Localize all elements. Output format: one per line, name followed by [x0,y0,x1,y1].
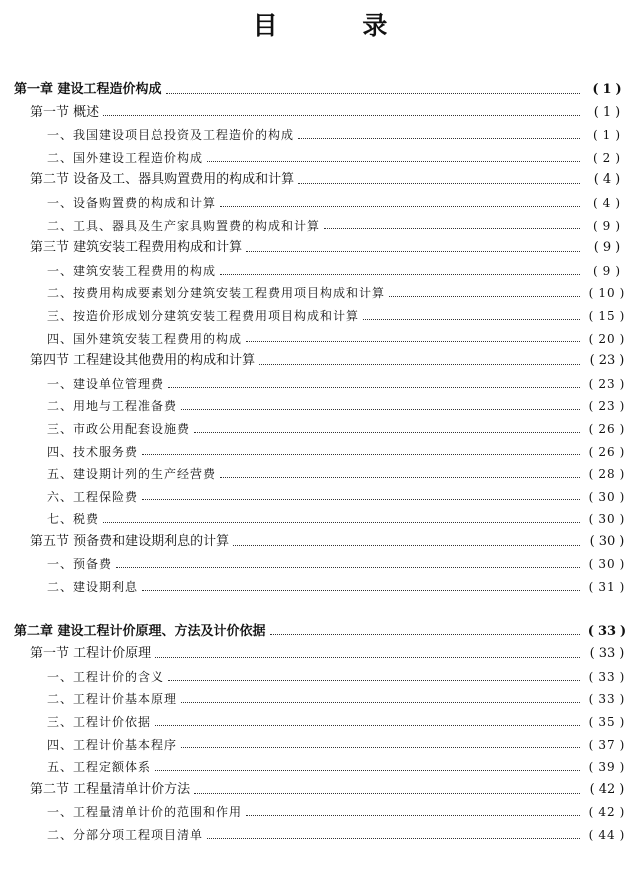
toc-item-row[interactable] [0,124,640,147]
toc-page-number: ( 23 ) [588,399,626,414]
toc-page-number: ( 1 ) [592,128,621,143]
toc-item-row[interactable] [0,666,640,689]
toc-entry-title: 三、市政公用配套设施费 [47,421,191,436]
toc-section-row[interactable] [0,237,640,260]
toc-page-number: ( 33 ) [587,623,627,639]
toc-page-number: ( 26 ) [588,421,626,436]
toc-section-row[interactable] [0,350,640,373]
toc-page-number: ( 37 ) [588,737,626,752]
dot-leader [103,522,580,523]
toc-item-row[interactable] [0,734,640,757]
toc-page-number: ( 42 ) [589,781,625,797]
toc-item-row[interactable] [0,373,640,396]
toc-item-row[interactable] [0,441,640,464]
dot-leader [207,161,580,162]
dot-leader [220,477,580,478]
toc-entry-title: 六、工程保险费 [47,489,139,504]
toc-entry-title: 二、建设期利息 [47,580,139,595]
toc-entry-title: 一、工程量清单计价的范围和作用 [47,805,243,820]
toc-page-number: ( 30 ) [588,489,626,504]
toc-entry-title: 二、国外建设工程造价构成 [47,150,204,165]
toc-entry-title: 四、技术服务费 [47,444,139,459]
dot-leader [168,680,580,681]
toc-entry-title: 二、按费用构成要素划分建筑安装工程费用项目构成和计算 [47,286,386,301]
toc-item-row[interactable] [0,463,640,486]
toc-section-row[interactable] [0,102,640,125]
dot-leader [246,251,580,252]
dot-leader [389,296,580,297]
toc-page-number: ( 30 ) [588,557,626,572]
toc-section-row[interactable] [0,643,640,666]
toc-entry-title: 一、预备费 [47,557,113,572]
toc-entry-title: 第三节 建筑安装工程费用构成和计算 [30,240,243,256]
dot-leader [142,590,580,591]
toc-page-number: ( 33 ) [588,669,626,684]
toc-page-number: ( 23 ) [588,376,626,391]
toc-page-number: ( 23 ) [589,353,625,369]
toc-item-row[interactable] [0,328,640,351]
dot-leader [324,228,580,229]
toc-page-number: ( 30 ) [588,512,626,527]
toc-page-number: ( 20 ) [588,331,626,346]
toc-entry-title: 第一节 概述 [30,104,100,120]
dot-leader [155,657,580,658]
page-title: 目 录 [252,11,426,40]
table-of-contents [0,79,640,847]
toc-section-row[interactable] [0,169,640,192]
toc-item-row[interactable] [0,395,640,418]
toc-entry-title: 三、工程计价依据 [47,715,152,730]
dot-leader [194,793,580,794]
dot-leader [298,138,580,139]
toc-page-number: ( 9 ) [593,240,621,256]
toc-entry-title: 四、国外建筑安装工程费用的构成 [47,331,243,346]
toc-entry-title: 第二节 设备及工、器具购置费用的构成和计算 [30,172,295,188]
toc-entry-title: 三、按造价形成划分建筑安装工程费用项目构成和计算 [47,308,360,323]
toc-page-number: ( 28 ) [588,467,626,482]
toc-item-row[interactable] [0,215,640,238]
toc-entry-title: 第二章 建设工程计价原理、方法及计价依据 [14,623,266,639]
toc-entry-title: 一、建筑安装工程费用的构成 [47,263,217,278]
toc-entry-title: 一、建设单位管理费 [47,376,165,391]
dot-leader [220,274,580,275]
toc-entry-title: 二、工具、器具及生产家具购置费的构成和计算 [47,218,321,233]
toc-page-number: ( 1 ) [593,104,621,120]
toc-item-row[interactable] [0,508,640,531]
toc-chapter-row[interactable] [0,79,640,102]
toc-entry-title: 一、设备购置费的构成和计算 [47,195,217,210]
toc-item-row[interactable] [0,553,640,576]
toc-section-row[interactable] [0,531,640,554]
toc-entry-title: 第五节 预备费和建设期利息的计算 [30,533,230,549]
toc-entry-title: 二、分部分项工程项目清单 [47,828,204,842]
toc-entry-title: 第一章 建设工程造价构成 [14,82,162,97]
toc-item-row[interactable] [0,688,640,711]
toc-item-row[interactable] [0,418,640,441]
dot-leader [142,454,580,455]
toc-page-number: ( 33 ) [588,692,626,707]
dot-leader [220,206,580,207]
toc-entry-title: 二、工程计价基本原理 [47,692,178,707]
toc-item-row[interactable] [0,147,640,170]
toc-item-row[interactable] [0,486,640,509]
dot-leader [142,499,580,500]
toc-page-number: ( 10 ) [588,286,626,301]
dot-leader [155,725,580,726]
toc-chapter-row[interactable] [0,621,640,644]
dot-leader [363,319,580,320]
toc-item-row[interactable] [0,260,640,283]
toc-page-number: ( 4 ) [592,195,621,210]
toc-item-row[interactable] [0,824,640,847]
toc-entry-title: 二、用地与工程准备费 [47,399,178,414]
toc-entry-title: 第二节 工程量清单计价方法 [30,781,191,797]
dot-leader [259,364,580,365]
dot-leader [233,545,580,546]
toc-page-number: ( 9 ) [592,218,621,233]
toc-entry-title: 七、税费 [47,512,100,527]
dot-leader [207,838,580,839]
toc-page-number: ( 2 ) [592,150,621,165]
toc-entry-title: 四、工程计价基本程序 [47,737,178,752]
toc-item-row[interactable] [0,576,640,599]
toc-item-row[interactable] [0,192,640,215]
toc-page-number: ( 33 ) [589,646,625,662]
toc-page-number: ( 26 ) [588,444,626,459]
dot-leader [155,770,580,771]
dot-leader [181,409,580,410]
toc-entry-title: 一、我国建设项目总投资及工程造价的构成 [47,128,295,143]
toc-item-row[interactable] [0,282,640,305]
dot-leader [246,341,580,342]
toc-page-number: ( 39 ) [588,760,626,775]
dot-leader [103,115,580,116]
toc-item-row[interactable] [0,711,640,734]
toc-section-row[interactable] [0,779,640,802]
toc-page-number: ( 1 ) [592,82,622,97]
toc-page-number: ( 9 ) [592,263,621,278]
toc-page-number: ( 44 ) [588,828,626,842]
toc-entry-title: 五、建设期计列的生产经营费 [47,467,217,482]
toc-entry-title: 第四节 工程建设其他费用的构成和计算 [30,353,256,369]
dot-leader [181,747,580,748]
dot-leader [116,567,580,568]
dot-leader [166,93,580,94]
dot-leader [194,432,580,433]
toc-page-number: ( 31 ) [588,580,626,595]
toc-page-number: ( 42 ) [588,805,626,820]
chapter-spacer [0,599,640,621]
dot-leader [168,387,580,388]
dot-leader [246,815,580,816]
dot-leader [270,634,580,635]
dot-leader [181,702,580,703]
toc-entry-title: 第一节 工程计价原理 [30,646,152,662]
toc-page-number: ( 35 ) [588,715,626,730]
toc-item-row[interactable] [0,305,640,328]
toc-entry-title: 一、工程计价的含义 [47,669,165,684]
toc-item-row[interactable] [0,801,640,824]
dot-leader [298,183,580,184]
toc-page-number: ( 4 ) [593,172,621,188]
toc-page-number: ( 15 ) [588,308,626,323]
toc-page-number: ( 30 ) [589,533,625,549]
toc-entry-title: 五、工程定额体系 [47,760,152,775]
toc-item-row[interactable] [0,756,640,779]
